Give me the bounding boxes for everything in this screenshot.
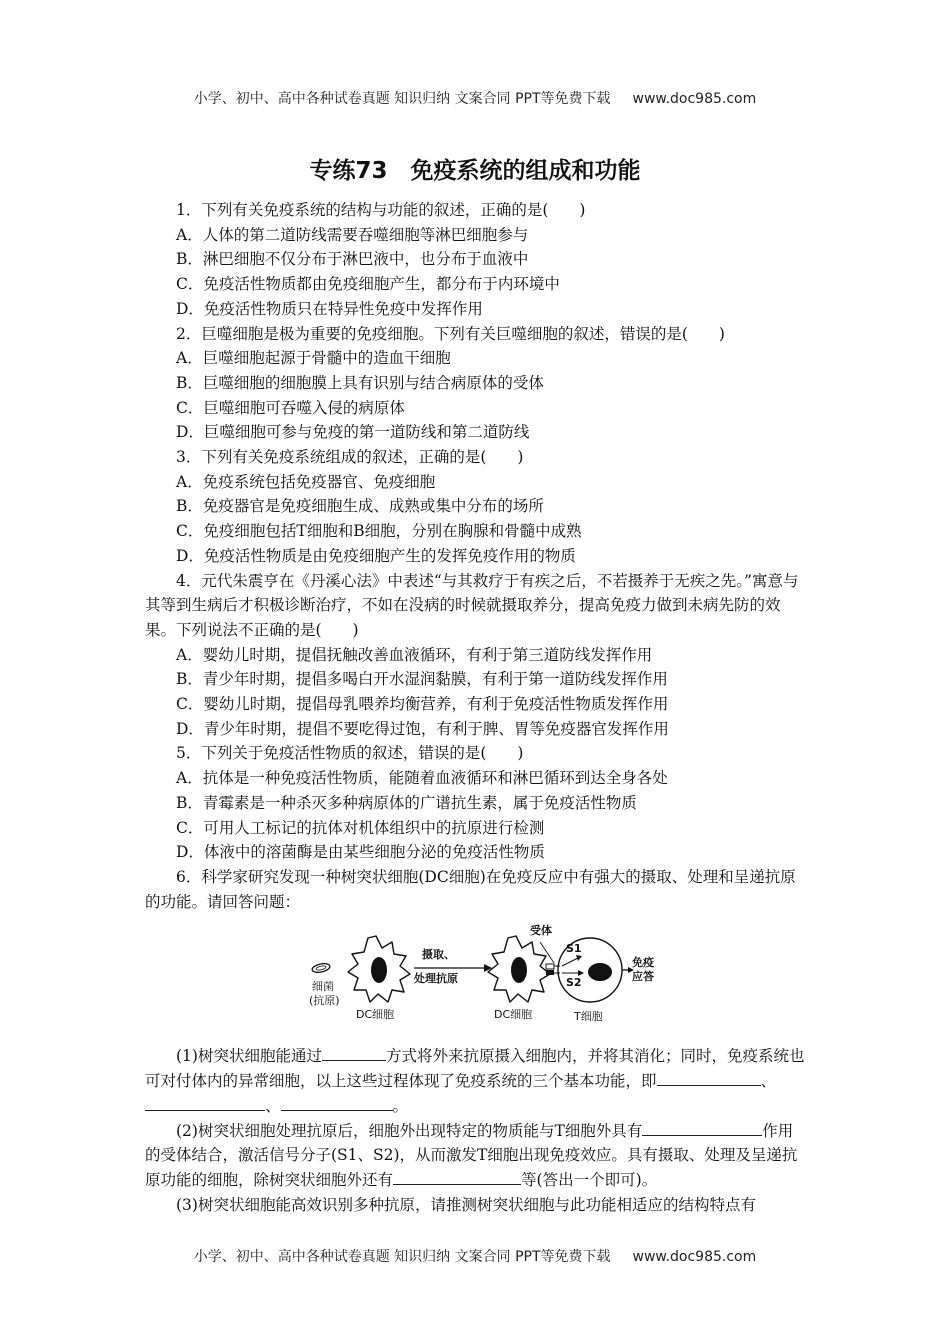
- option-d: D．免疫活性物质是由免疫细胞产生的发挥免疫作用的物质: [176, 546, 576, 565]
- header-text: 小学、初中、高中各种试卷真题 知识归纳 文案合同 PPT等免费下载: [193, 91, 611, 107]
- separator: 、: [265, 1096, 281, 1115]
- arrow-label-1: 摄取、: [422, 948, 455, 962]
- option-d: D．体液中的溶菌酶是由某些细胞分泌的免疫活性物质: [176, 843, 545, 862]
- option-b: B．免疫器官是免疫细胞生成、成熟或集中分布的场所: [176, 497, 544, 516]
- option-d: D．免疫活性物质只在特异性免疫中发挥作用: [176, 299, 483, 318]
- sub-question-1-text-b: 方式将外来抗原摄入细胞内，并将其消化；同时，免疫系统也可对付体内的异常细胞，以上这些过程体现了免疫系统的三个基本功能，即: [145, 1047, 805, 1091]
- option-a: A．人体的第二道防线需要吞噬细胞等淋巴细胞参与: [176, 225, 529, 244]
- dc-cell-1-icon: [348, 936, 410, 1002]
- arrow-label-2: 处理抗原: [414, 972, 458, 986]
- question-2: [145, 322, 807, 446]
- sub-question-2-text-b: 作用的受体结合，激活信号分子(S1、S2)，从而激发T细胞出现免疫效应。具有摄取、处理及呈递抗原功能的细胞，除树突状细胞外还有: [145, 1121, 798, 1189]
- output-label-2: 应答: [632, 970, 654, 984]
- option-a: A．免疫系统包括免疫器官、免疫细胞: [176, 472, 436, 491]
- question-1: [145, 198, 807, 322]
- question-stem: 1．下列有关免疫系统的结构与功能的叙述，正确的是( ): [176, 201, 586, 219]
- sub-question-1: [145, 1044, 807, 1118]
- arrow-head-icon: [484, 964, 492, 972]
- sub-question-2-text-c: 等(答出一个即可)。: [521, 1170, 658, 1189]
- option-c: C．免疫细胞包括T细胞和B细胞，分别在胸腺和骨髓中成熟: [176, 522, 582, 541]
- signal-s1-line: [562, 958, 578, 966]
- option-b: B．青少年时期，提倡多喝白开水湿润黏膜，有利于第一道防线发挥作用: [176, 670, 668, 689]
- option-a: A．婴幼儿时期，提倡抚触改善血液循环，有利于第三道防线发挥作用: [176, 645, 653, 664]
- question-stem: 5．下列关于免疫活性物质的叙述，错误的是( ): [176, 744, 524, 763]
- bacteria-label: 细菌: [312, 980, 334, 994]
- output-label-1: 免疫: [632, 956, 654, 970]
- bacteria-icon: [311, 963, 330, 975]
- antigen-label: (抗原): [309, 994, 340, 1008]
- t-cell-label: T细胞: [574, 1010, 603, 1024]
- question-stem: 2．巨噬细胞是极为重要的免疫细胞。下列有关巨噬细胞的叙述，错误的是( ): [176, 324, 725, 343]
- answer-blank[interactable]: [393, 1169, 521, 1185]
- dc-cell-diagram: [145, 920, 807, 1026]
- question-content: [145, 198, 807, 1217]
- signal-s2-label: S2: [566, 976, 582, 990]
- sub-question-1-text-a: (1)树突状细胞能通过: [176, 1047, 322, 1066]
- sentence-end: 。: [392, 1096, 409, 1115]
- sub-question-3: [145, 1193, 807, 1218]
- page-header: [0, 88, 950, 108]
- option-c: C．可用人工标记的抗体对机体组织中的抗原进行检测: [176, 818, 545, 837]
- answer-blank[interactable]: [657, 1070, 701, 1086]
- option-a: A．巨噬细胞起源于骨髓中的造血干细胞: [176, 349, 451, 368]
- answer-blank[interactable]: [281, 1095, 393, 1111]
- sub-question-2-text-a: (2)树突状细胞处理抗原后，细胞外出现特定的物质能与T细胞外具有: [176, 1121, 643, 1140]
- dc-cell-2-label: DC细胞: [494, 1008, 533, 1022]
- option-c: C．免疫活性物质都由免疫细胞产生，都分布于内环境中: [176, 275, 560, 294]
- option-b: B．青霉素是一种杀灭多种病原体的广谱抗生素，属于免疫活性物质: [176, 793, 637, 812]
- header-url[interactable]: www.doc985.com: [632, 91, 757, 107]
- option-a: A．抗体是一种免疫活性物质，能随着血液循环和淋巴循环到达全身各处: [176, 769, 668, 788]
- diagram-svg: [308, 920, 658, 1024]
- question-4: [145, 569, 807, 742]
- question-stem: 4．元代朱震亨在《丹溪心法》中表述“与其救疗于有疾之后，不若摄养于无疾之先。”寓意与其等到生病后才积极诊断治疗，不如在没病的时候就摄取养分，提高免疫力做到未病先防的效果。下列说法不正确的是( ): [145, 571, 799, 639]
- question-5: [145, 741, 807, 865]
- sub-question-2: [145, 1119, 807, 1193]
- answer-blank[interactable]: [322, 1045, 386, 1061]
- page-footer: [0, 1246, 950, 1266]
- separator: 、: [760, 1072, 777, 1091]
- receptor-label: 受体: [530, 924, 552, 938]
- dc-cell-1-label: DC细胞: [356, 1008, 395, 1022]
- question-stem: 3．下列有关免疫系统组成的叙述，正确的是( ): [176, 448, 524, 467]
- signal-s1-label: S1: [566, 942, 582, 956]
- answer-blank[interactable]: [145, 1095, 265, 1111]
- answer-blank[interactable]: [642, 1120, 746, 1136]
- option-c: C．巨噬细胞可吞噬入侵的病原体: [176, 398, 405, 417]
- option-d: D．青少年时期，提倡不要吃得过饱，有利于脾、胃等免疫器官发挥作用: [176, 719, 669, 738]
- option-d: D．巨噬细胞可参与免疫的第一道防线和第二道防线: [176, 423, 530, 442]
- answer-blank[interactable]: [701, 1070, 761, 1086]
- option-b: B．淋巴细胞不仅分布于淋巴液中，也分布于血液中: [176, 250, 529, 269]
- option-c: C．婴幼儿时期，提倡母乳喂养均衡营养，有利于免疫活性物质发挥作用: [176, 695, 669, 714]
- footer-url[interactable]: www.doc985.com: [632, 1249, 757, 1265]
- question-6: [145, 865, 807, 1217]
- footer-text: 小学、初中、高中各种试卷真题 知识归纳 文案合同 PPT等免费下载: [193, 1249, 611, 1265]
- receptor-icon: [540, 942, 560, 975]
- question-3: [145, 445, 807, 569]
- dc-cell-2-icon: [488, 936, 550, 1002]
- question-stem: 6．科学家研究发现一种树突状细胞(DC细胞)在免疫反应中有强大的摄取、处理和呈递抗原的功能。请回答问题：: [145, 867, 796, 911]
- answer-blank[interactable]: [746, 1120, 762, 1136]
- sub-question-3-text: (3)树突状细胞能高效识别多种抗原，请推测树突状细胞与此功能相适应的结构特点有: [176, 1195, 756, 1214]
- page-title: 专练73 免疫系统的组成和功能: [309, 158, 641, 184]
- option-b: B．巨噬细胞的细胞膜上具有识别与结合病原体的受体: [176, 373, 544, 392]
